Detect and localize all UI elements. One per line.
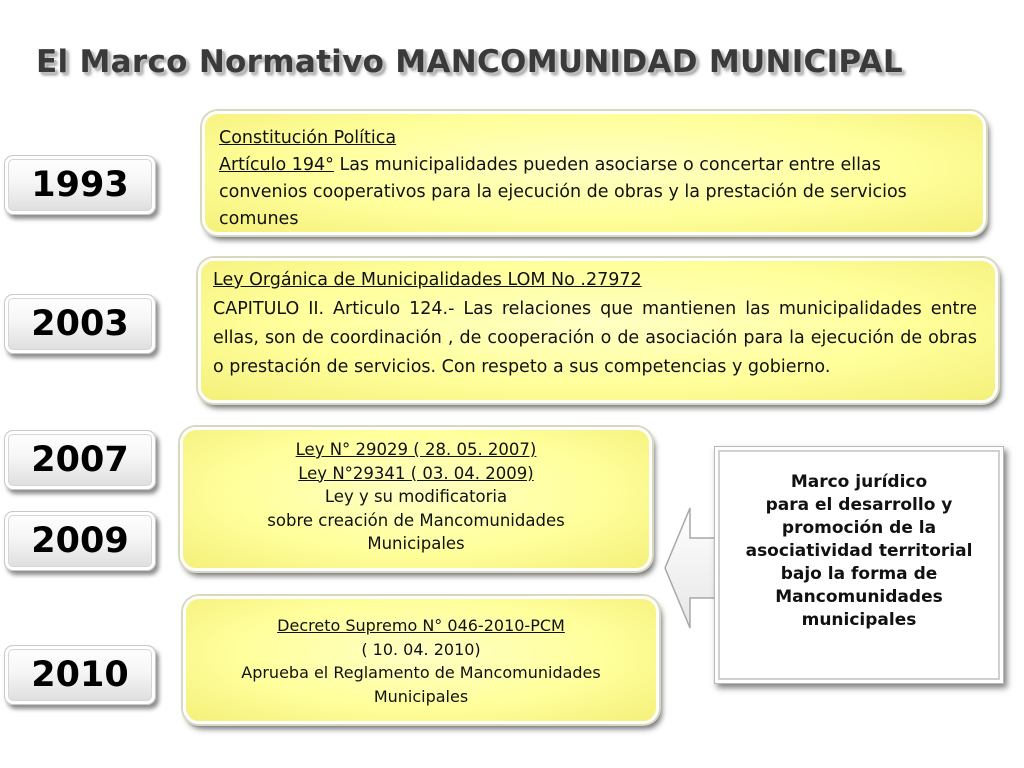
marco-line: municipales	[801, 610, 917, 630]
marco-line: bajo la forma de	[780, 564, 938, 584]
marco-line: para el desarrollo y	[765, 495, 953, 515]
lom-body: CAPITULO II. Articulo 124.- Las relaciones que mantienen las municipalidades entre ellas, son de coordinación , de cooperación o de asociación para la ejecución de obras o prestación de servicios. Con respeto a sus competencias y gobierno.	[213, 299, 977, 377]
decreto-description: Aprueba el Reglamento de Mancomunidades	[241, 663, 601, 682]
page-title: El Marco Normativo MANCOMUNIDAD MUNICIPAL	[36, 44, 903, 80]
constitution-text	[219, 152, 969, 233]
marco-line: promoción de la	[781, 518, 937, 538]
ley-29029-line: Ley N° 29029 ( 28. 05. 2007)	[295, 440, 537, 459]
ley-29341-line: Ley N°29341 ( 03. 04. 2009)	[298, 463, 534, 483]
marco-line: Marco jurídico	[790, 472, 928, 492]
year-badge-2003: 2003	[4, 294, 156, 354]
decreto-date: ( 10. 04. 2010)	[361, 639, 481, 659]
marco-line: Mancomunidades	[775, 587, 943, 607]
constitution-article: Artículo 194°	[219, 155, 334, 175]
decreto-municipales: Municipales	[373, 686, 469, 706]
constitution-heading: Constitución Política	[219, 128, 397, 148]
lom-heading: Ley Orgánica de Municipalidades LOM No .27972	[213, 270, 642, 290]
constitution-body: Las municipalidades pueden asociarse o concertar entre ellas convenios cooperativos para la ejecución de obras y la prestación de servicios comunes	[219, 155, 907, 229]
ley-modificatoria-line: Ley y su modificatoria	[324, 487, 508, 506]
constitution-box	[202, 111, 986, 235]
lom-box	[198, 258, 998, 403]
ley-municipales-line: Municipales	[367, 534, 465, 553]
year-badge-1993: 1993	[4, 155, 156, 215]
year-badge-2010: 2010	[4, 645, 156, 705]
year-badge-2007: 2007	[4, 430, 156, 490]
year-badge-2009: 2009	[4, 511, 156, 571]
marco-juridico-box	[714, 446, 1004, 684]
marco-line: asociatividad territorial	[745, 541, 973, 561]
decreto-title: Decreto Supremo N° 046-2010-PCM	[277, 616, 565, 635]
ley-creacion-line: sobre creación de Mancomunidades	[267, 510, 565, 530]
decreto-box	[183, 596, 659, 724]
ley-mancomunidad-box	[180, 427, 652, 571]
